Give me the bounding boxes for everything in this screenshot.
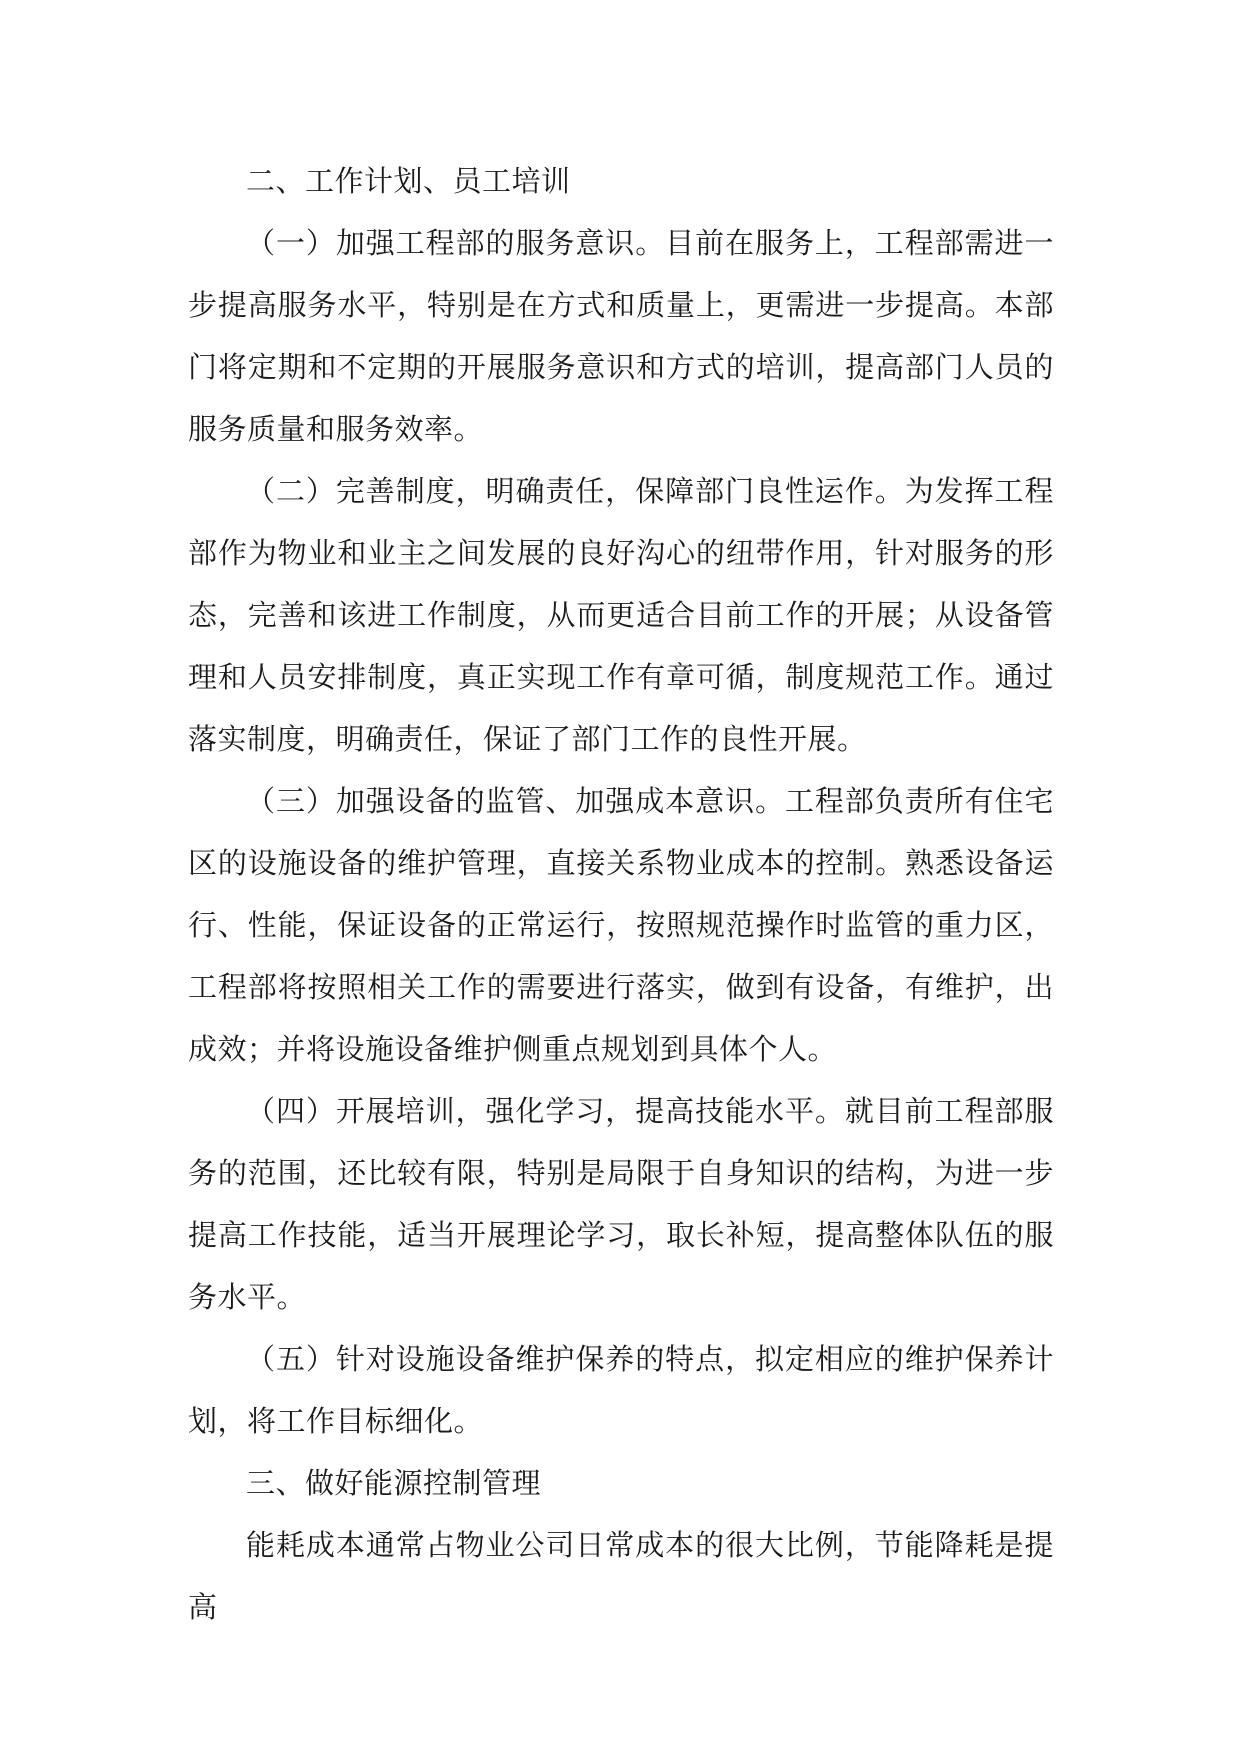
section-heading-2: 二、工作计划、员工培训 (246, 164, 571, 198)
paragraph-item-3: （三）加强设备的监管、加强成本意识。工程部负责所有住宅区的设施设备的维护管理，直接关系物业成本的控制。熟悉设备运行、性能，保证设备的正常运行，按照规范操作时监管的重力区，工程部将按照相关工作的需要进行落实，做到有设备，有维护，出成效；并将设施设备维护侧重点规划到具体个人。 (188, 784, 1054, 1066)
paragraph-item-2: （二）完善制度，明确责任，保障部门良性运作。为发挥工程部作为物业和业主之间发展的良好沟心的纽带作用，针对服务的形态，完善和该进工作制度，从而更适合目前工作的开展；从设备管理和人员安排制度，真正实现工作有章可循，制度规范工作。通过落实制度，明确责任，保证了部门工作的良性开展。 (188, 474, 1054, 756)
paragraph-item-4: （四）开展培训，强化学习，提高技能水平。就目前工程部服务的范围，还比较有限，特别是局限于自身知识的结构，为进一步提高工作技能，适当开展理论学习，取长补短，提高整体队伍的服务水平。 (188, 1094, 1054, 1314)
section-heading-3: 三、做好能源控制管理 (246, 1466, 542, 1500)
paragraph-energy: 能耗成本通常占物业公司日常成本的很大比例，节能降耗是提高 (188, 1528, 1054, 1624)
paragraph-item-1: （一）加强工程部的服务意识。目前在服务上，工程部需进一步提高服务水平，特别是在方式和质量上，更需进一步提高。本部门将定期和不定期的开展服务意识和方式的培训，提高部门人员的服务质量和服务效率。 (188, 226, 1054, 446)
paragraph-item-5: （五）针对设施设备维护保养的特点，拟定相应的维护保养计划，将工作目标细化。 (188, 1342, 1054, 1438)
document-body (188, 150, 1054, 1638)
